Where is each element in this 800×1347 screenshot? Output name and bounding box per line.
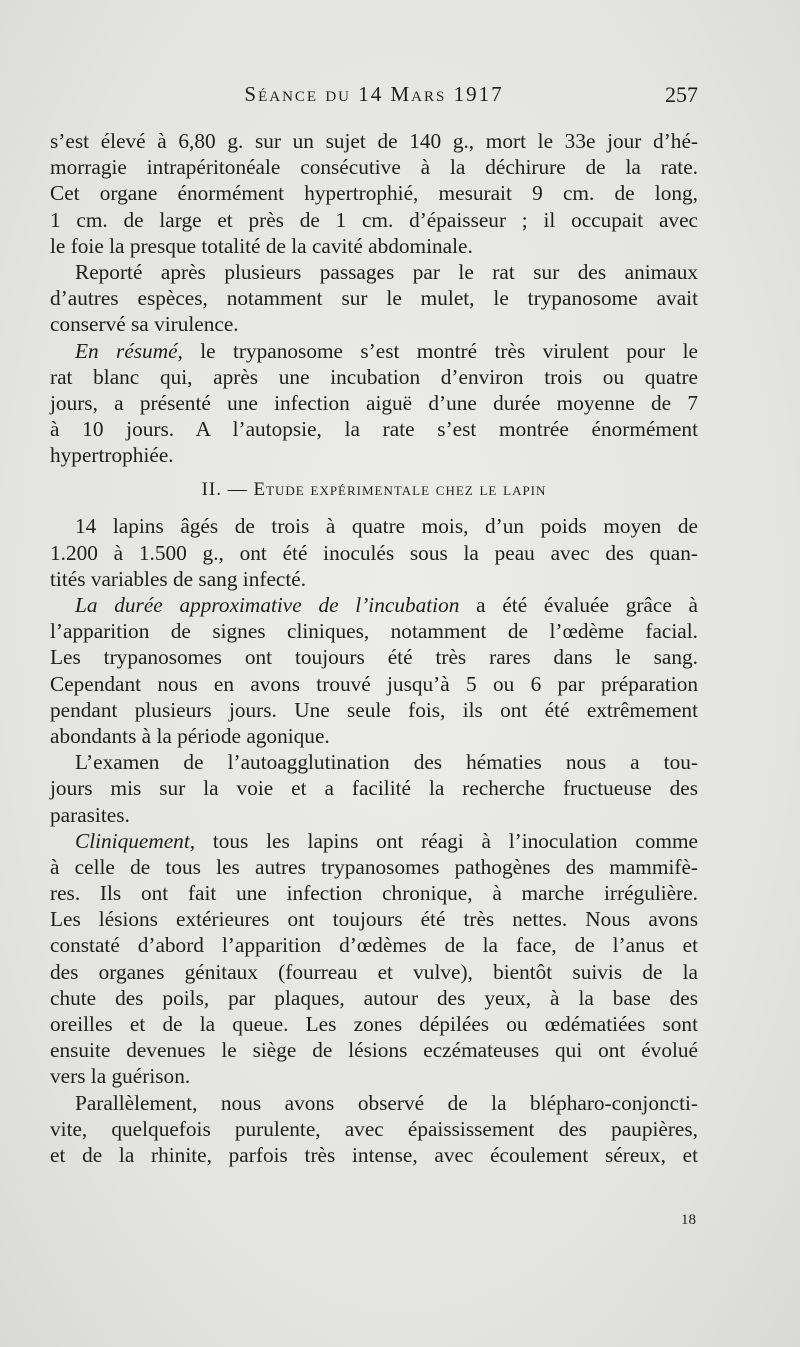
text-line: et de la rhinite, parfois très intense, avec écoulement séreux, et <box>50 1142 698 1167</box>
text-line: abondants à la période agonique. <box>50 723 330 748</box>
text-line: rat blanc qui, après une incubation d’environ trois ou quatre <box>50 364 698 389</box>
text-line: vers la guérison. <box>50 1064 191 1089</box>
text-line: L’examen de l’autoagglutination des hématies nous a tou- <box>75 750 698 775</box>
page-header <box>50 82 698 116</box>
body-text <box>50 128 698 1168</box>
page-number: 257 <box>665 82 698 107</box>
text-line: 14 lapins âgés de trois à quatre mois, d’un poids moyen de <box>75 514 698 539</box>
text-line: parasites. <box>50 802 130 827</box>
text-line: Les trypanosomes ont toujours été très rares dans le sang. <box>50 645 698 670</box>
text-line: l’apparition de signes cliniques, notamment de l’œdème facial. <box>50 619 698 644</box>
text-line: La durée approximative de l’incubation a été évaluée grâce à <box>75 593 698 617</box>
text-line: 1.200 à 1.500 g., ont été inoculés sous la peau avec des quan- <box>50 540 698 565</box>
text-line: d’autres espèces, notamment sur le mulet, le trypanosome avait <box>50 286 698 311</box>
text-line: vite, quelquefois purulente, avec épaississement des paupières, <box>50 1116 698 1141</box>
text-line: conservé sa virulence. <box>50 312 239 337</box>
text-line: s’est élevé à 6,80 g. sur un sujet de 140 g., mort le 33e jour d’hé- <box>50 129 698 153</box>
text-line: des organes génitaux (fourreau et vulve), bientôt suivis de la <box>50 959 698 984</box>
text-line: Les lésions extérieures ont toujours été très nettes. Nous avons <box>50 907 698 932</box>
text-line: chute des poils, par plaques, autour des yeux, à la base des <box>50 985 698 1010</box>
text-line: En résumé, le trypanosome s’est montré très virulent pour le <box>75 338 698 363</box>
text-line: oreilles et de la queue. Les zones dépilées ou œdématiées sont <box>50 1012 698 1036</box>
text-line: le foie la presque totalité de la cavité abdominale. <box>50 233 473 258</box>
text-line: pendant plusieurs jours. Une seule fois, ils ont été extrêmement <box>50 697 698 722</box>
text-line: Cliniquement, tous les lapins ont réagi à l’inoculation comme <box>75 828 698 853</box>
text-line: Reporté après plusieurs passages par le rat sur des animaux <box>75 259 698 284</box>
section-heading: II. — Etude expérimentale chez le lapin <box>201 479 547 501</box>
text-line: Parallèlement, nous avons observé de la blépharo-conjoncti- <box>75 1090 698 1115</box>
text-line: à celle de tous les autres trypanosomes pathogènes des mammifè- <box>50 854 698 879</box>
text-line: morragie intrapéritonéale consécutive à la déchirure de la rate. <box>50 155 698 180</box>
italic-lead: En résumé, <box>75 338 183 363</box>
text-line: Cependant nous en avons trouvé jusqu’à 5 ou 6 par préparation <box>50 671 698 696</box>
text-line: jours mis sur la voie et a facilité la recherche fructueuse des <box>50 776 698 801</box>
text-line: 1 cm. de large et près de 1 cm. d’épaisseur ; il occupait avec <box>50 207 698 232</box>
text-line: jours, a présenté une infection aiguë d’une durée moyenne de 7 <box>50 390 698 415</box>
text-line: hypertrophiée. <box>50 443 174 468</box>
text-line: res. Ils ont fait une infection chronique, à marche irrégulière. <box>50 881 698 906</box>
text-line: Cet organe énormément hypertrophié, mesurait 9 cm. de long, <box>50 181 698 206</box>
running-title: Séance du 14 Mars 1917 <box>244 82 504 106</box>
text-line: ensuite devenues le siège de lésions eczémateuses qui ont évolué <box>50 1038 698 1063</box>
italic-lead: Cliniquement, <box>75 828 196 853</box>
text-line: tités variables de sang infecté. <box>50 566 307 591</box>
italic-lead: La durée approximative de l’incubation <box>75 593 460 617</box>
signature-mark: 18 <box>681 1212 696 1228</box>
text-line: constaté d’abord l’apparition d’œdèmes de la face, de l’anus et <box>50 933 698 958</box>
text-line: à 10 jours. A l’autopsie, la rate s’est montrée énormément <box>50 417 698 442</box>
